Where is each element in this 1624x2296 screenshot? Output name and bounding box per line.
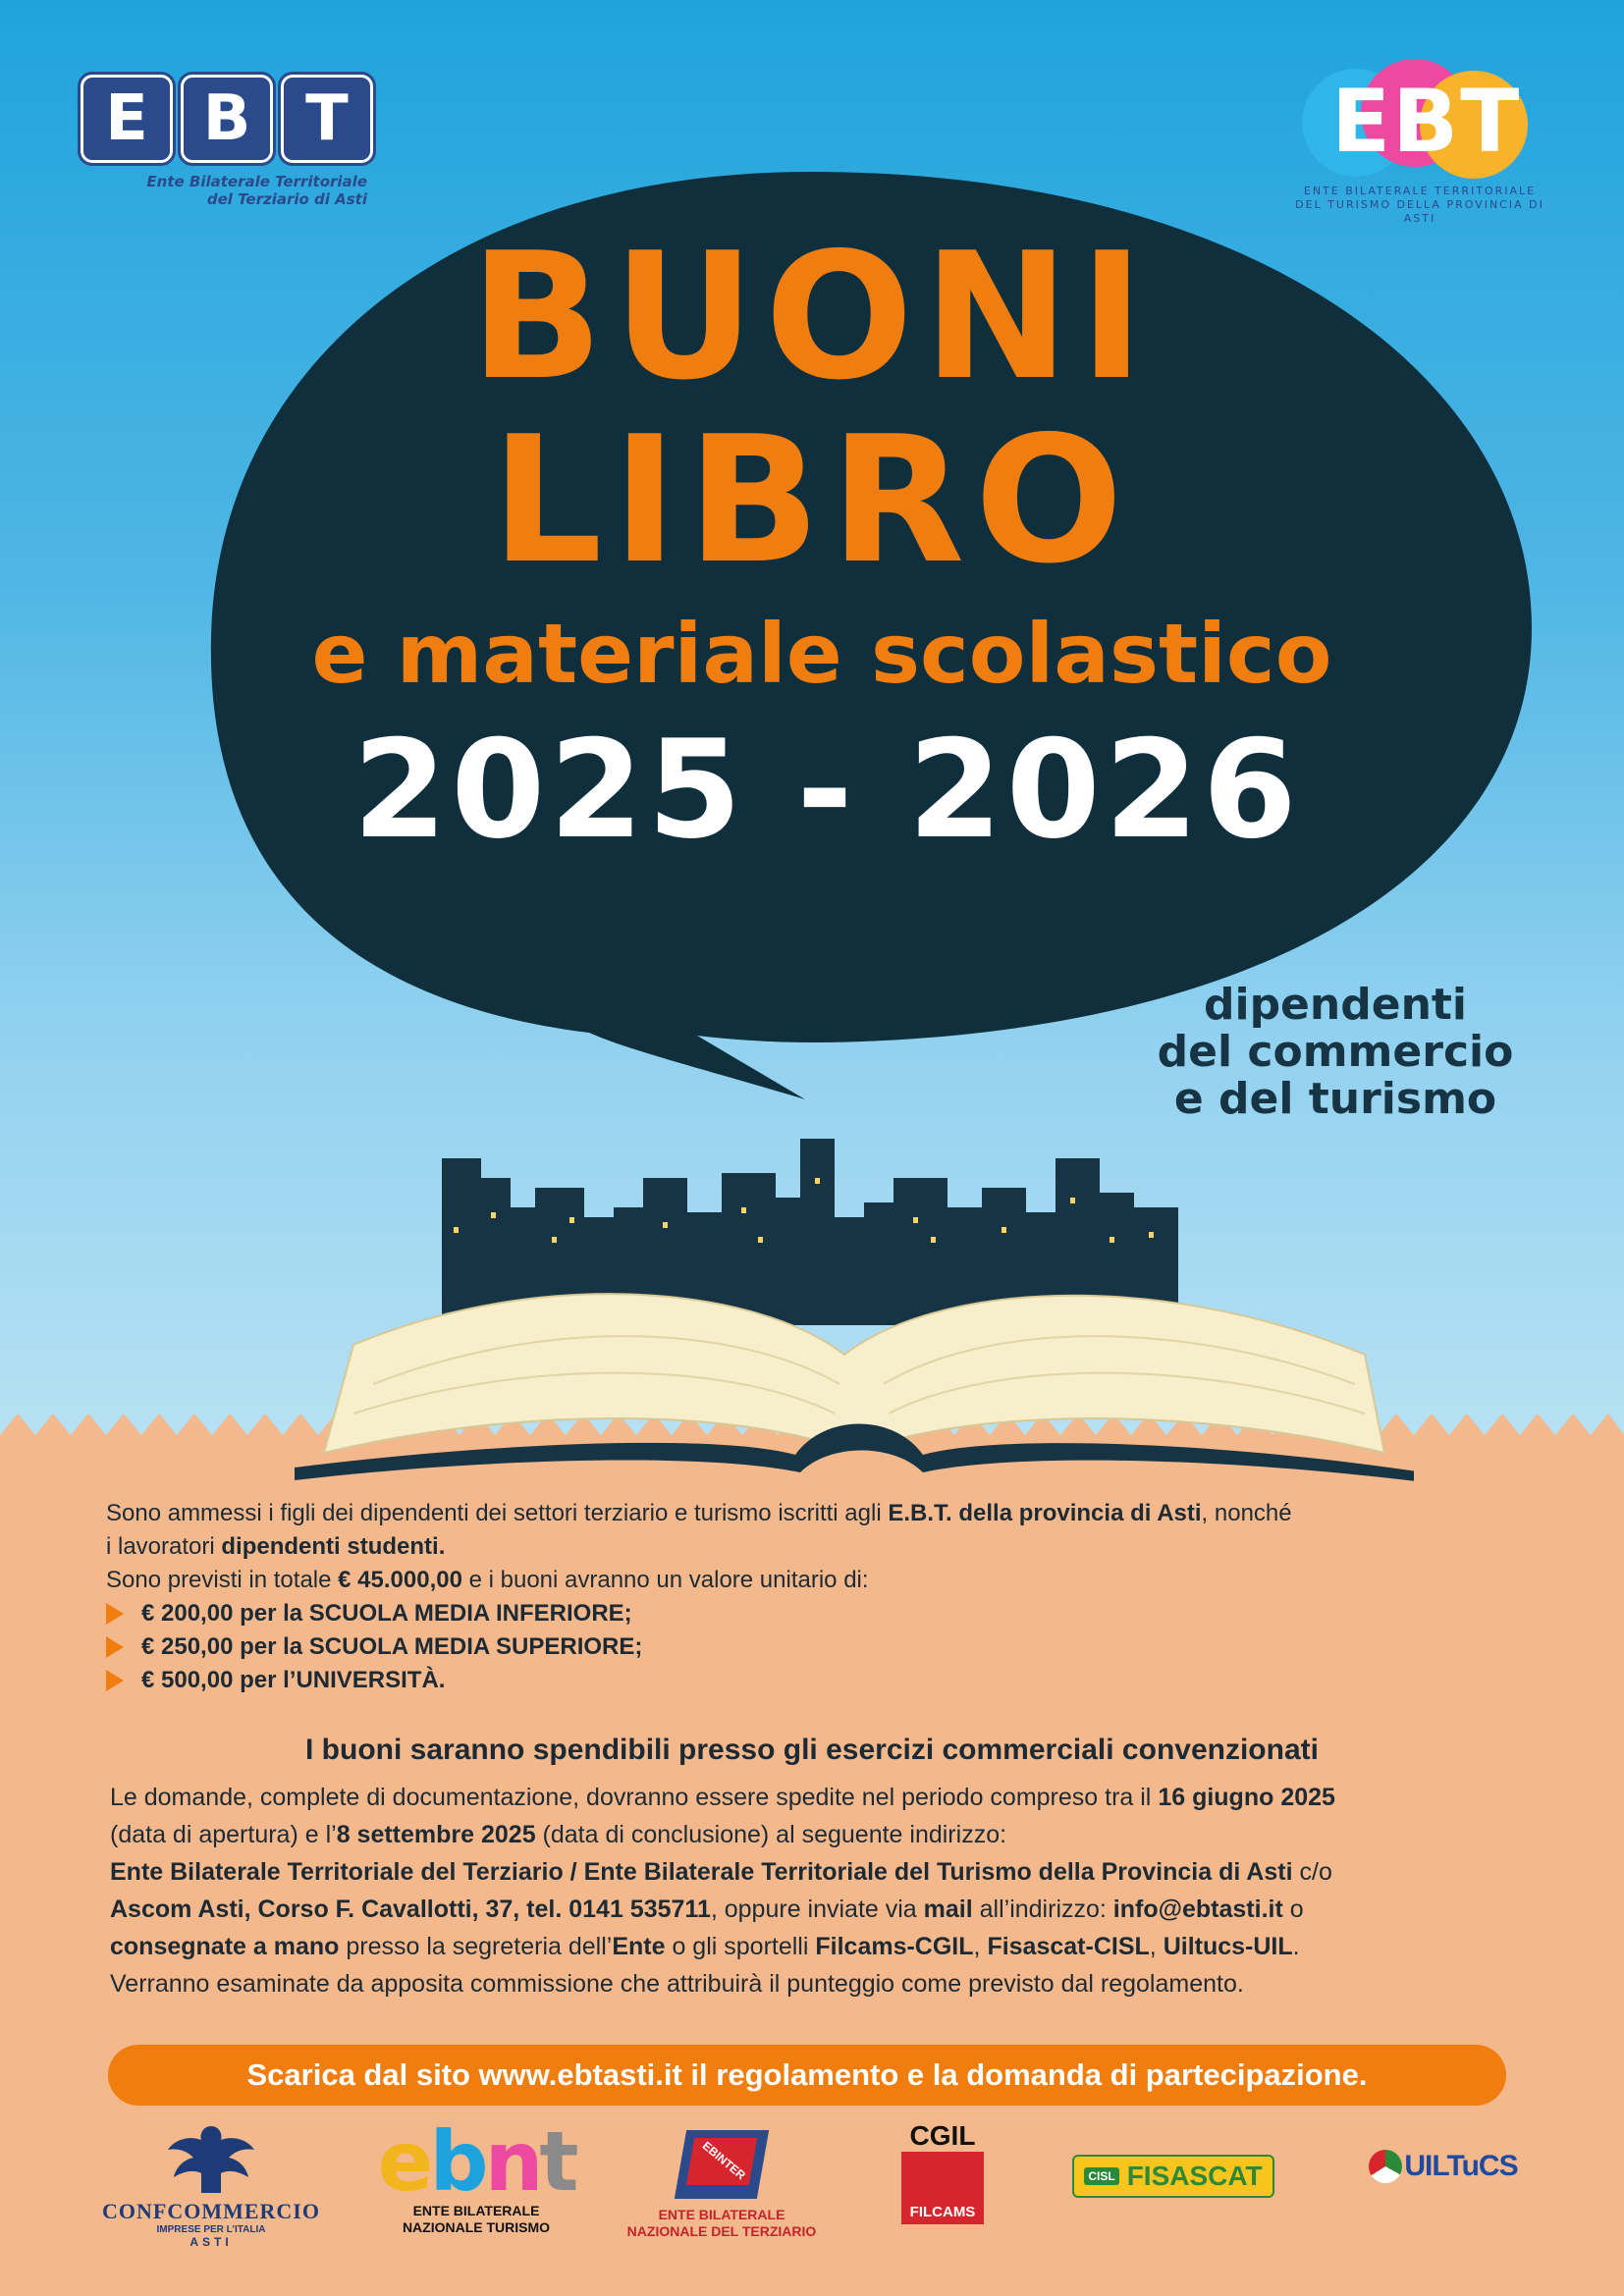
flag-swirl-icon xyxy=(1369,2150,1402,2183)
confcommercio-name: CONFCOMMERCIO xyxy=(102,2199,320,2223)
logo-right-caption-line2: DEL TURISMO DELLA PROVINCIA DI ASTI xyxy=(1295,198,1544,225)
address-entity: Ente Bilaterale Territoriale del Terziario / Ente Bilaterale Territoriale del Turismo della Provincia di Asti xyxy=(110,1858,1293,1886)
filcams-text: FILCAMS xyxy=(909,2204,976,2220)
details-text-span: o gli sportelli xyxy=(665,1933,816,1960)
details-text-span: , oppure inviate via xyxy=(710,1896,924,1923)
uiltucs-logo xyxy=(1360,2150,1527,2183)
ebnt-line2: NAZIONALE TURISMO xyxy=(402,2219,551,2235)
bullet-item xyxy=(106,1664,1530,1697)
confcommercio-city: ASTI xyxy=(189,2235,233,2249)
bullet-text: € 200,00 per la SCUOLA MEDIA INFERIORE; xyxy=(141,1600,632,1627)
headline-libro: LIBRO xyxy=(491,399,1133,602)
mail-word: mail xyxy=(923,1896,973,1923)
intro-text-d: i lavoratori xyxy=(106,1533,222,1560)
ebt-turismo-logo xyxy=(1292,59,1547,226)
details-line3 xyxy=(110,1853,1553,1891)
intro-line1 xyxy=(106,1497,1530,1530)
intro-total-bold: € 45.000,00 xyxy=(338,1567,462,1593)
headline-years: 2025 - 2026 xyxy=(352,711,1301,869)
ebnt-logo xyxy=(377,2113,575,2236)
intro-text-a: Sono ammessi i figli dei dipendenti dei settori terziario e turismo iscritti agli xyxy=(106,1500,889,1526)
ebinter-line1: ENTE BILATERALE xyxy=(658,2207,785,2222)
bullet-item xyxy=(106,1630,1530,1664)
headline-buoni: BUONI xyxy=(469,215,1155,418)
cisl-text: CISL xyxy=(1084,2167,1118,2185)
details-line6: Verranno esaminate da apposita commissione che attribuirà il punteggio come previsto dal regolamento. xyxy=(110,1970,1244,1998)
union-filcams: Filcams-CGIL xyxy=(815,1933,974,1960)
uiltucs-text: UILTuCS xyxy=(1404,2150,1518,2182)
logo-letter-t: T xyxy=(281,75,373,163)
intro-text-c: , nonché xyxy=(1201,1500,1292,1526)
audience-line1: dipendenti xyxy=(1203,980,1468,1030)
address-street: Ascom Asti, Corso F. Cavallotti, 37, tel. 0141 535711 xyxy=(110,1896,711,1923)
details-text-span: , xyxy=(1149,1933,1164,1960)
details-text-span: o xyxy=(1282,1896,1304,1923)
intro-students-bold: dipendenti studenti. xyxy=(221,1533,446,1560)
details-text xyxy=(110,1779,1553,2002)
bullet-text: € 250,00 per la SCUOLA MEDIA SUPERIORE; xyxy=(141,1633,643,1660)
ebinter-badge-icon xyxy=(680,2130,763,2199)
eagle-icon xyxy=(162,2120,260,2199)
ebinter-line2: NAZIONALE DEL TERZIARIO xyxy=(626,2223,817,2239)
audience-line3: e del turismo xyxy=(1173,1074,1497,1124)
logo-caption-line2: del Terziario di Asti xyxy=(206,190,367,208)
intro-text xyxy=(106,1497,1530,1697)
details-text-span: , xyxy=(973,1933,988,1960)
hand-delivery: consegnate a mano xyxy=(110,1933,340,1960)
details-text-span: (data di conclusione) al seguente indirizzo: xyxy=(535,1821,1007,1848)
download-banner[interactable]: Scarica dal sito www.ebtasti.it il regolamento e la domanda di partecipazione. xyxy=(108,2045,1506,2106)
fisascat-text: FISASCAT xyxy=(1126,2161,1263,2191)
details-line1 xyxy=(110,1779,1553,1816)
subheading: I buoni saranno spendibili presso gli esercizi commerciali convenzionati xyxy=(305,1734,1319,1766)
intro-text-e: Sono previsti in totale xyxy=(106,1567,339,1593)
union-fisascat: Fisascat-CISL xyxy=(987,1933,1150,1960)
ente-word: Ente xyxy=(612,1933,666,1960)
fisascat-logo xyxy=(1056,2155,1291,2198)
closing-date: 8 settembre 2025 xyxy=(336,1821,536,1848)
details-line5 xyxy=(110,1928,1553,1965)
triangle-bullet-icon xyxy=(106,1636,124,1658)
intro-line3 xyxy=(106,1564,1530,1597)
cgil-filcams-logo xyxy=(884,2120,1001,2224)
logo-right-caption-line1: ENTE BILATERALE TERRITORIALE xyxy=(1303,185,1537,197)
intro-ebt-bold: E.B.T. della provincia di Asti xyxy=(888,1500,1202,1526)
ebnt-word: ebnt xyxy=(377,2113,575,2210)
bullet-text: € 500,00 per l’UNIVERSITÀ. xyxy=(141,1667,446,1693)
triangle-bullet-icon xyxy=(106,1603,124,1625)
details-text-span: c/o xyxy=(1292,1858,1332,1886)
bullet-item xyxy=(106,1597,1530,1630)
details-text-span: . xyxy=(1292,1933,1300,1960)
ebt-terziario-logo xyxy=(81,75,375,208)
intro-line2 xyxy=(106,1530,1530,1564)
email-link[interactable]: info@ebtasti.it xyxy=(1112,1896,1283,1923)
book-skyline-illustration xyxy=(295,1119,1414,1492)
logo-caption-line1: Ente Bilaterale Territoriale xyxy=(146,173,367,190)
cgil-text: CGIL xyxy=(909,2120,976,2151)
triangle-bullet-icon xyxy=(106,1670,124,1691)
details-line4 xyxy=(110,1891,1553,1928)
audience-line2: del commercio xyxy=(1157,1027,1514,1077)
details-text-span: (data di apertura) e l’ xyxy=(110,1821,337,1848)
logo-word-ebt: EBT xyxy=(1331,71,1522,172)
headline-subtitle: e materiale scolastico xyxy=(311,606,1332,702)
union-uiltucs: Uiltucs-UIL xyxy=(1163,1933,1293,1960)
details-text-span: all’indirizzo: xyxy=(972,1896,1113,1923)
intro-text-f: e i buoni avranno un valore unitario di: xyxy=(461,1567,869,1593)
details-text-span: presso la segreteria dell’ xyxy=(339,1933,613,1960)
logo-letter-e: E xyxy=(81,75,173,163)
opening-date: 16 giugno 2025 xyxy=(1158,1784,1335,1811)
uiltucs-mark xyxy=(1369,2150,1517,2183)
audience-text xyxy=(1070,982,1600,1123)
filcams-badge xyxy=(901,2152,984,2224)
confcommercio-sub: IMPRESE PER L’ITALIA xyxy=(156,2224,266,2235)
details-text-span: Le domande, complete di documentazione, dovranno essere spedite nel periodo compreso tra il xyxy=(110,1784,1159,1811)
details-line2 xyxy=(110,1816,1553,1853)
ebinter-logo xyxy=(609,2120,835,2240)
ebinter-badge-text: EBINTER xyxy=(699,2138,749,2183)
confcommercio-logo xyxy=(98,2120,324,2249)
logo-letter-b: B xyxy=(181,75,273,163)
ebnt-line1: ENTE BILATERALE xyxy=(412,2203,540,2218)
fisascat-badge xyxy=(1072,2155,1273,2198)
